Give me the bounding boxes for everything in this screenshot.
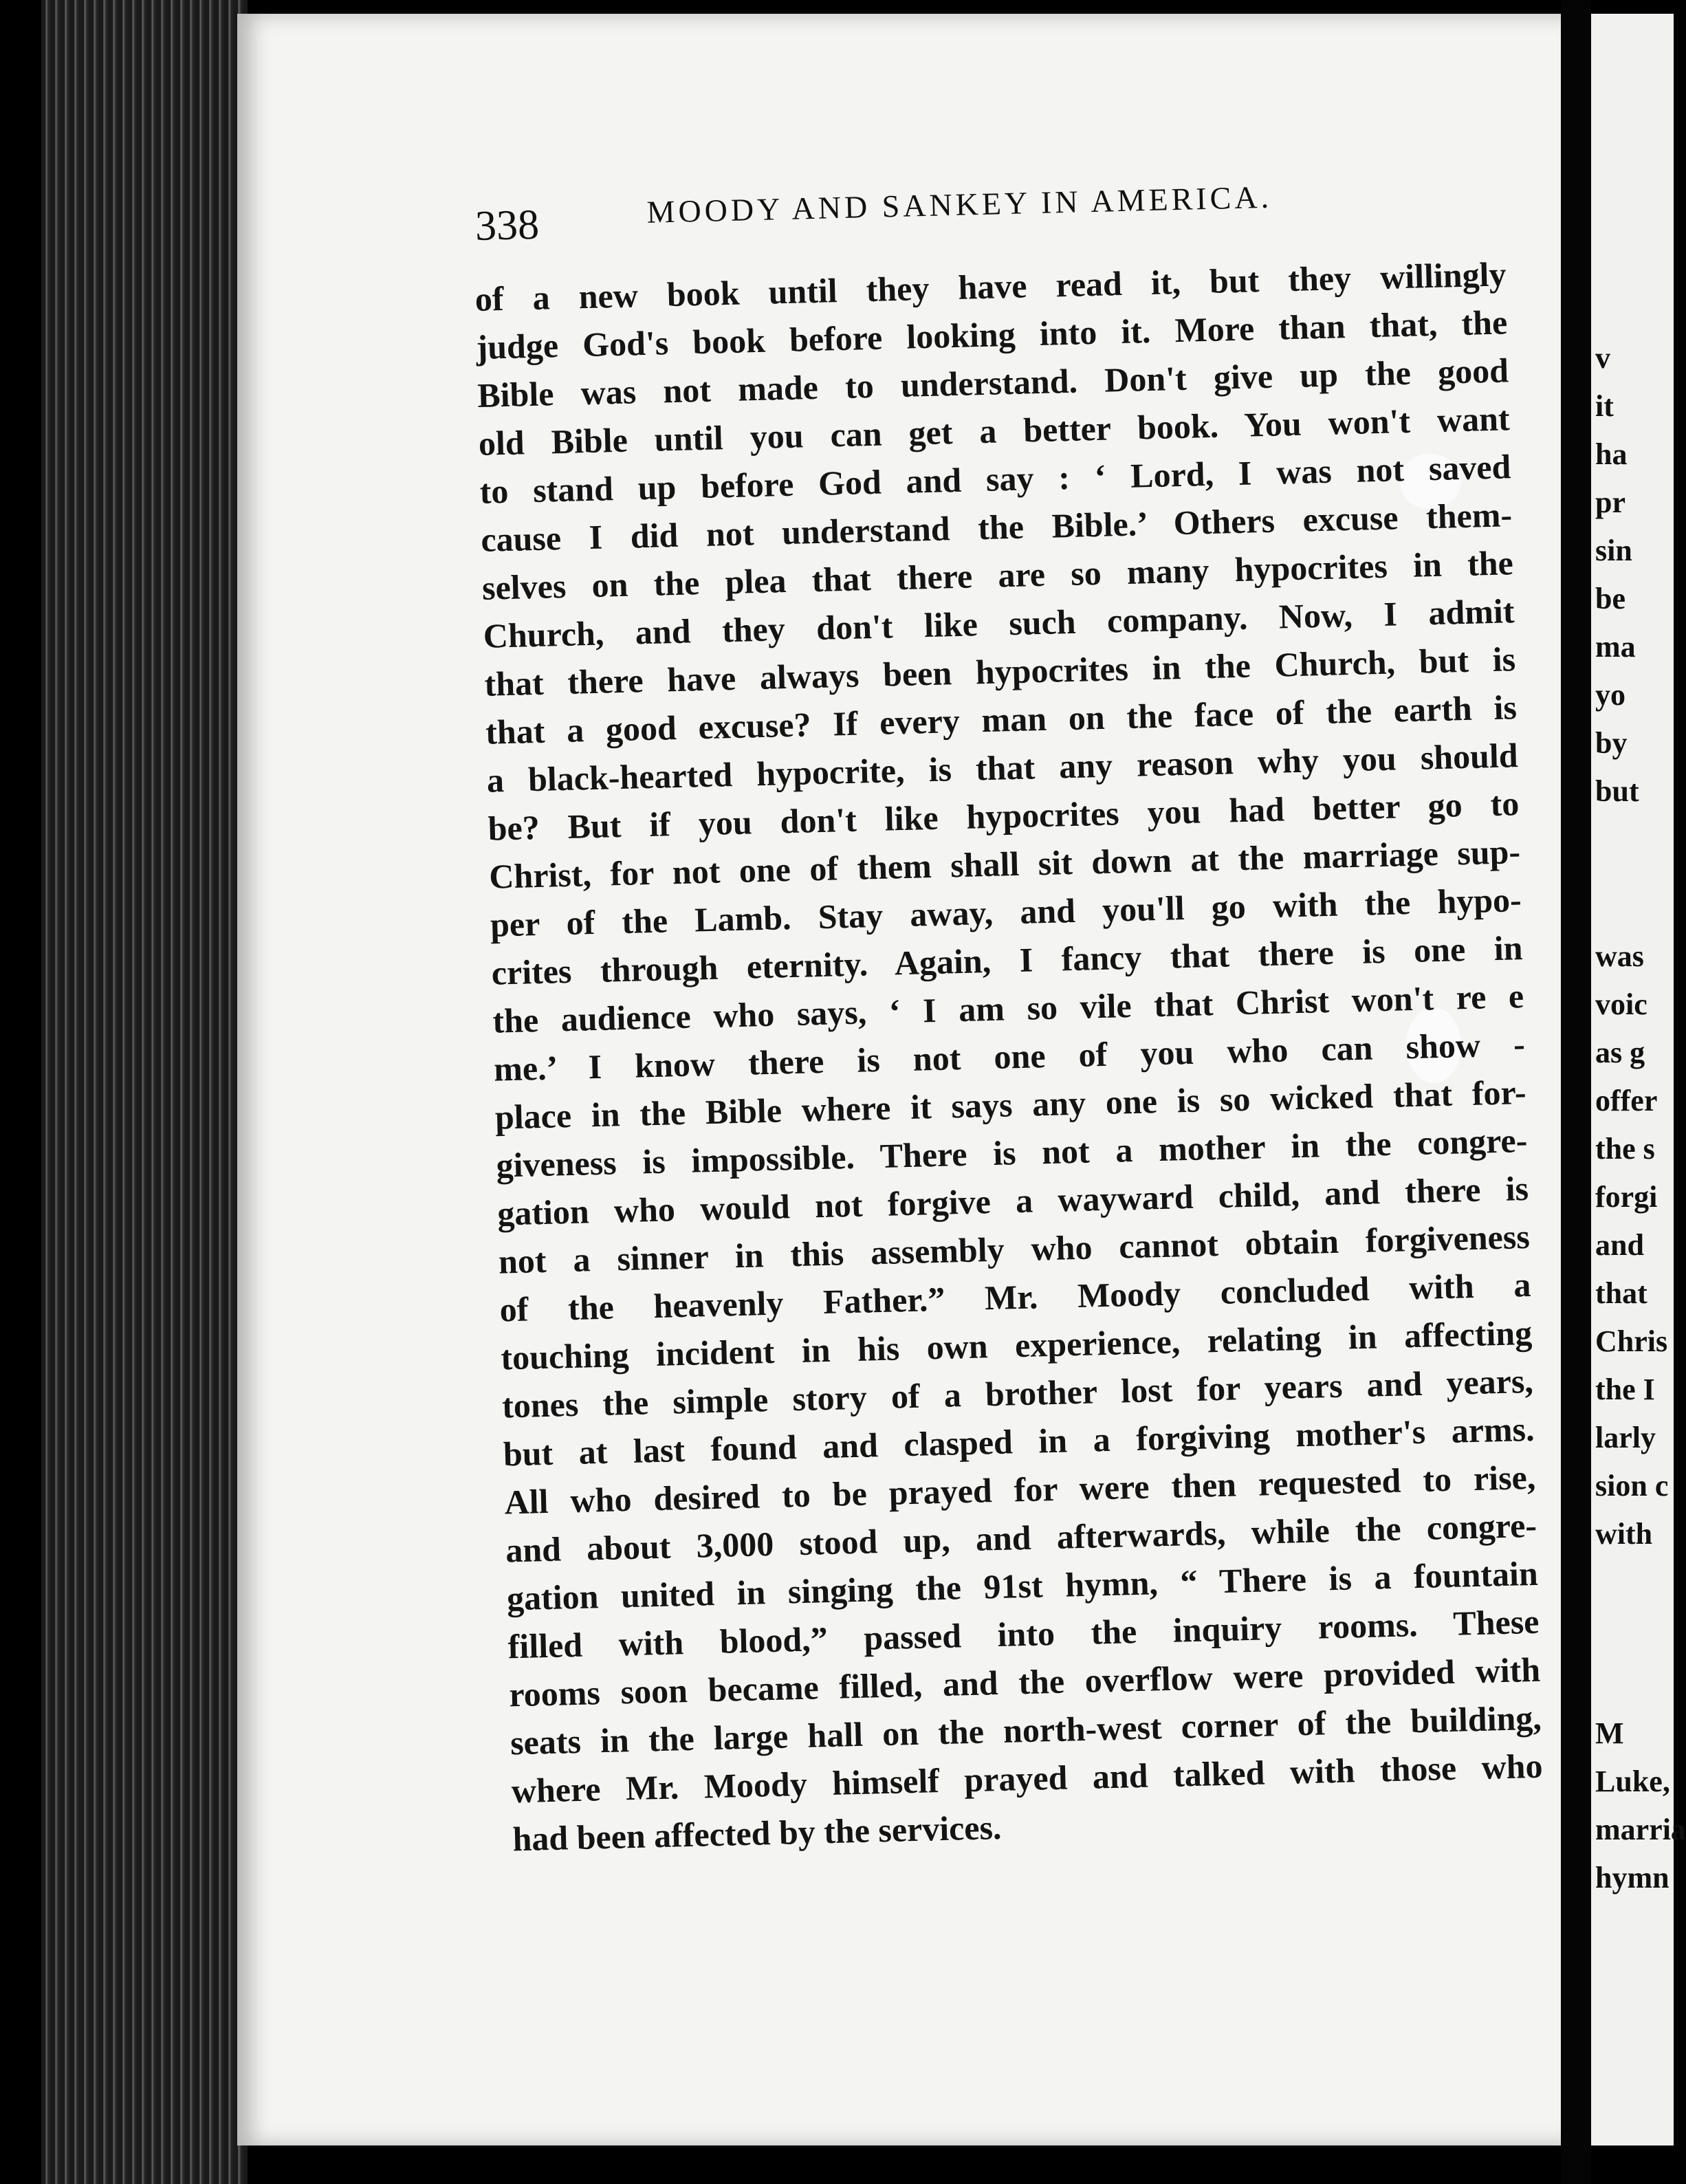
neighbor-text-line: as g bbox=[1595, 1036, 1645, 1069]
text-line: place in the Bible where it says any one is so wicked that for- bbox=[494, 1072, 1527, 1137]
text-line: the audience who says, ‘ I am so vile that Christ won't re e bbox=[492, 976, 1524, 1040]
text-line: old Bible until you can get a better book. You won't want bbox=[478, 399, 1511, 463]
text-line: rooms soon became filled, and the overflow were provided with bbox=[508, 1650, 1541, 1714]
text-line: me.’ I know there is not one of you who can show - bbox=[493, 1025, 1526, 1089]
text-line: of a new book until they have read it, but they willingly bbox=[474, 254, 1507, 318]
neighbor-text-line: ha bbox=[1595, 437, 1628, 471]
neighbor-text-line: sin bbox=[1595, 534, 1632, 567]
neighbor-text-line: but bbox=[1595, 774, 1639, 808]
neighbor-text-line: voic bbox=[1595, 987, 1647, 1021]
text-line: but at last found and clasped in a forgiving mother's arms. bbox=[503, 1409, 1535, 1474]
text-line: All who desired to be prayed for were then requested to rise, bbox=[503, 1457, 1536, 1522]
neighbor-text-line: marria bbox=[1595, 1813, 1686, 1846]
text-line: be? But if you don't like hypocrites you had better go to bbox=[487, 784, 1520, 848]
neighbor-text-line: was bbox=[1595, 939, 1644, 973]
body-text bbox=[474, 250, 1544, 1863]
text-line: had been affected by the services. bbox=[512, 1807, 1003, 1859]
neighbor-text-line: that bbox=[1595, 1276, 1647, 1310]
page-edges bbox=[41, 0, 248, 2184]
neighbor-text-line: with bbox=[1595, 1517, 1653, 1551]
neighbor-text-line: M bbox=[1595, 1716, 1624, 1750]
neighbor-text-line: the s bbox=[1595, 1132, 1655, 1166]
text-line: that there have always been hypocrites in the Church, but is bbox=[483, 640, 1516, 703]
neighbor-page-fragment bbox=[1591, 14, 1686, 2145]
text-line: seats in the large hall on the north-west corner of the building, bbox=[510, 1698, 1542, 1762]
text-line: Church, and they don't like such company. Now, I admit bbox=[483, 591, 1515, 655]
text-line: per of the Lamb. Stay away, and you'll go with the hypo- bbox=[490, 880, 1522, 944]
neighbor-text-line: by bbox=[1595, 726, 1628, 760]
neighbor-text-line: v bbox=[1595, 341, 1610, 375]
text-line: tones the simple story of a brother lost for years and years, bbox=[501, 1361, 1534, 1426]
text-line: Christ, for not one of them shall sit down at the marriage sup- bbox=[488, 832, 1521, 896]
text-line: gation united in singing the 91st hymn, “ There is a fountain bbox=[506, 1553, 1539, 1618]
text-line: of the heavenly Father.” Mr. Moody concluded with a bbox=[499, 1265, 1532, 1329]
running-head: MOODY AND SANKEY IN AMERICA. bbox=[646, 179, 1273, 230]
text-line: cause I did not understand the Bible.’ Others excuse them- bbox=[480, 495, 1513, 559]
text-line: and about 3,000 stood up, and afterwards, while the congre- bbox=[505, 1505, 1537, 1570]
text-line: gation who would not forgive a wayward child, and there is bbox=[496, 1168, 1529, 1233]
text-line: filled with blood,” passed into the inquiry rooms. These bbox=[507, 1602, 1540, 1666]
text-line: crites through eternity. Again, I fancy that there is one in bbox=[491, 928, 1524, 992]
neighbor-text-line: pr bbox=[1595, 485, 1625, 519]
neighbor-text-line: hymn bbox=[1595, 1861, 1669, 1894]
neighbor-text-line: it bbox=[1595, 389, 1614, 423]
book-gutter bbox=[1561, 0, 1591, 2184]
neighbor-text-line: offer bbox=[1595, 1084, 1658, 1117]
neighbor-text-line: the I bbox=[1595, 1373, 1655, 1406]
text-line: to stand up before God and say : ‘ Lord, I was not saved bbox=[479, 447, 1511, 511]
page-number: 338 bbox=[474, 201, 540, 250]
text-line: judge God's book before looking into it. More than that, the bbox=[475, 303, 1508, 367]
neighbor-text-line: Luke, bbox=[1595, 1765, 1670, 1798]
text-line: selves on the plea that there are so many hypocrites in the bbox=[481, 543, 1514, 607]
neighbor-text-line: and bbox=[1595, 1228, 1644, 1262]
neighbor-text-line: larly bbox=[1595, 1421, 1656, 1454]
text-line: giveness is impossible. There is not a mother in the congre- bbox=[495, 1120, 1528, 1185]
text-line: that a good excuse? If every man on the face of the earth is bbox=[485, 688, 1518, 752]
text-line: Bible was not made to understand. Don't give up the good bbox=[477, 351, 1509, 415]
text-line: not a sinner in this assembly who cannot obtain forgiveness bbox=[498, 1216, 1531, 1281]
neighbor-text-line: Chris bbox=[1595, 1324, 1668, 1358]
neighbor-text-line: yo bbox=[1595, 678, 1625, 712]
text-line: a black-hearted hypocrite, is that any reason why you should bbox=[486, 736, 1519, 800]
neighbor-text-line: forgi bbox=[1595, 1180, 1658, 1214]
text-line: where Mr. Moody himself prayed and talked with those who bbox=[511, 1746, 1544, 1811]
neighbor-text-line: ma bbox=[1595, 630, 1636, 664]
neighbor-text-line: sion c bbox=[1595, 1469, 1669, 1503]
neighbor-text-line: be bbox=[1595, 582, 1625, 615]
text-line: touching incident in his own experience, relating in affecting bbox=[500, 1313, 1533, 1377]
